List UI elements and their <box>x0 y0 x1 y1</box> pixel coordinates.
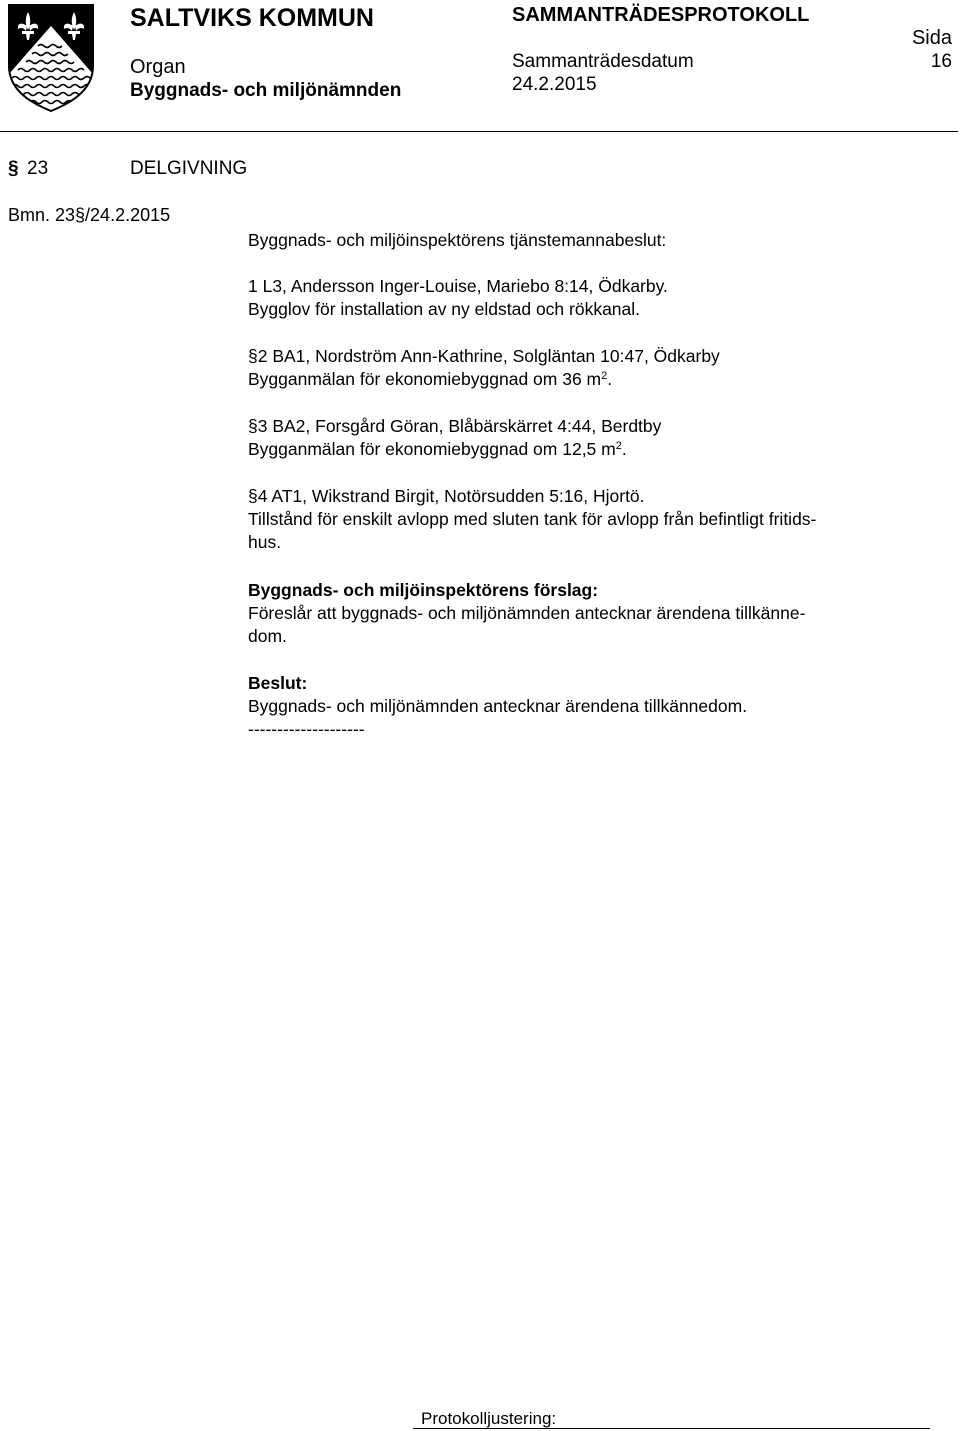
proposal-line-2: dom. <box>248 626 287 646</box>
end-separator: -------------------- <box>248 719 365 739</box>
decision-block <box>248 672 908 741</box>
signature-line <box>413 1428 930 1429</box>
decision-item-2 <box>248 345 908 391</box>
section-reference: Bmn. 23§/24.2.2015 <box>8 205 171 225</box>
decision-item-3 <box>248 415 908 461</box>
municipality-coat-of-arms <box>8 4 94 112</box>
organ-label: Organ <box>130 56 186 78</box>
intro-paragraph <box>248 229 908 252</box>
section-number: 23 <box>27 158 49 179</box>
document-type: SAMMANTRÄDESPROTOKOLL <box>512 4 810 26</box>
item-2-line-2: Bygganmälan för ekonomiebyggnad om 36 $m^2$. <box>248 369 613 389</box>
intro-text: Byggnads- och miljöinspektörens tjänstemannabeslut: <box>248 230 667 250</box>
decision-item-4 <box>248 485 908 554</box>
signature-label: Protokolljustering: <box>421 1409 557 1428</box>
item-4-line-1: §4 AT1, Wikstrand Birgit, Notörsudden 5:16, Hjortö. <box>248 486 645 506</box>
header-divider <box>0 131 958 132</box>
item-2-line-1: §2 BA1, Nordström Ann-Kathrine, Solgläntan 10:47, Ödkarby <box>248 346 720 366</box>
item-1-line-2: Bygglov för installation av ny eldstad och rökkanal. <box>248 299 641 319</box>
page-number: 16 <box>930 51 952 72</box>
organ-name: Byggnads- och miljönämnden <box>130 80 402 101</box>
municipality-name: SALTVIKS KOMMUN <box>130 4 374 32</box>
section-sign: § <box>8 158 19 179</box>
proposal-heading: Byggnads- och miljöinspektörens förslag: <box>248 580 599 600</box>
proposal-block <box>248 579 908 648</box>
section-sign: § <box>248 346 258 366</box>
decision-item-1 <box>248 275 908 321</box>
item-4-line-3: hus. <box>248 532 282 552</box>
page-label: Sida <box>911 27 952 49</box>
item-3-line-1: §3 BA2, Forsgård Göran, Blåbärskärret 4:44, Berdtby <box>248 416 662 436</box>
superscript: 2 <box>615 440 622 452</box>
item-1-line-1: 1 L3, Andersson Inger-Louise, Mariebo 8:14, Ödkarby. <box>248 276 668 296</box>
section-sign: § <box>248 486 258 506</box>
decision-text: Byggnads- och miljönämnden antecknar ärendena tillkännedom. <box>248 696 748 716</box>
item-3-line-2: Bygganmälan för ekonomiebyggnad om 12,5 $m^2$. <box>248 439 627 459</box>
section-title: DELGIVNING <box>130 158 248 179</box>
superscript: 2 <box>601 370 608 382</box>
item-4-line-2: Tillstånd för enskilt avlopp med sluten tank för avlopp från befintligt fritids- <box>248 509 817 529</box>
meeting-date-label: Sammanträdesdatum <box>512 51 694 72</box>
decision-heading: Beslut: <box>248 673 308 693</box>
proposal-line-1: Föreslår att byggnads- och miljönämnden antecknar ärendena tillkänne- <box>248 603 806 623</box>
section-sign: § <box>248 416 258 436</box>
meeting-date: 24.2.2015 <box>512 74 597 95</box>
